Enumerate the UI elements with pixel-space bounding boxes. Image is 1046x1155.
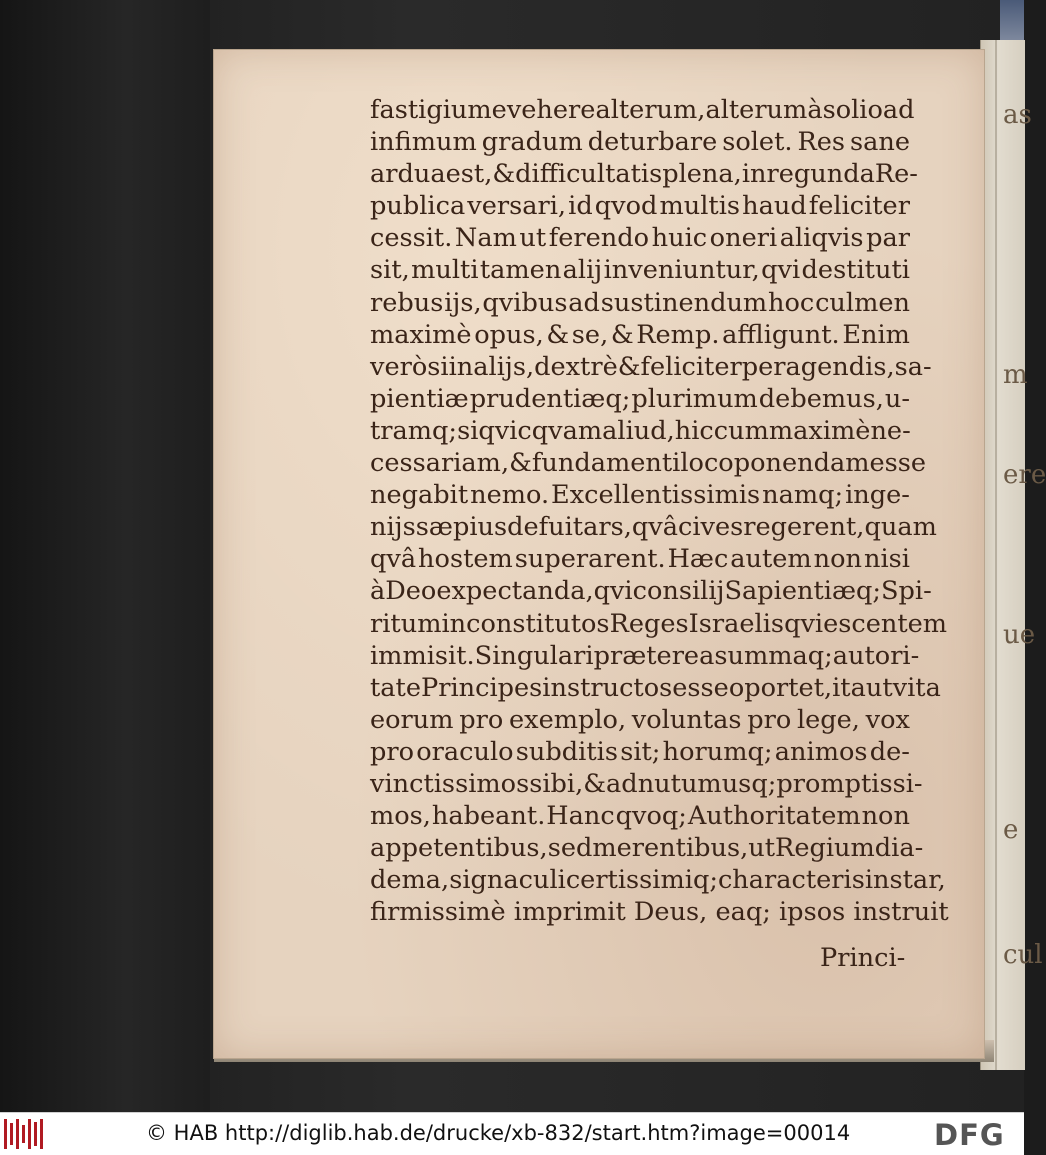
footer-bar (0, 1112, 1024, 1155)
next-page-fragment: cul (1003, 940, 1043, 970)
copyright-url[interactable]: © HAB http://diglib.hab.de/drucke/xb-832/start.htm?image=00014 (146, 1121, 851, 1145)
text-line: vinctissimos sibi, & ad nutum usq; promptissi- (370, 768, 923, 799)
text-line: maximè opus, & se, & Remp. affligunt. Enim (370, 319, 910, 350)
text-line: negabit nemo. Excellentissimis namq; inge- (370, 480, 910, 511)
text-line: appetentibus, sed merentibus, ut Regium dia- (370, 833, 924, 864)
text-line: infimum gradum deturbare solet. Res sane (370, 127, 910, 158)
hab-logo-icon (4, 1119, 48, 1149)
next-page-fragment: ere (1003, 460, 1046, 490)
text-line: ritum in constitutos Reges Israelis qviescentem (370, 608, 948, 639)
book-page (214, 50, 984, 1058)
text-line: qvâ hostem superarent. Hæc autem non nisi (370, 544, 910, 575)
text-line: eorum pro exemplo, voluntas pro lege, vox (370, 704, 910, 735)
text-line: à Deo expectanda, qvi consilij Sapientiæq; Spi- (370, 576, 932, 607)
next-page-fragment: ue (1003, 620, 1036, 650)
text-line: cessit. Nam ut ferendo huic oneri aliqvis par (370, 223, 910, 254)
next-page-fragment: m (1003, 360, 1028, 390)
next-page-fragment: as (1003, 100, 1032, 130)
text-line: nijs sæpius defuit ars, qvâ cives regerent, quam (370, 512, 937, 543)
text-line: cessariam, & fundamenti loco ponendam esse (370, 448, 927, 479)
next-page-fragment: e (1003, 815, 1019, 845)
dark-background (0, 0, 210, 1112)
text-line: firmissimè imprimit Deus, eaq; ipsos instruit (370, 897, 949, 928)
text-line: tramq; si qvicqvam aliud, hic cum maximè ne- (370, 415, 911, 446)
text-line: pro oraculo subditis sit; horumq; animos de- (370, 736, 910, 767)
catchword: Princi- (820, 943, 906, 973)
text-line: immisit. Singulari præterea summaq; autori- (370, 640, 920, 671)
text-line: mos, habeant. Hanc qvoq; Authoritatem non (370, 801, 910, 832)
text-line: fastigium evehere alterum, alterum à solio ad (370, 95, 915, 125)
dfg-logo: DFG (934, 1118, 1005, 1152)
text-line: publica versari, id qvod multis haud feliciter (370, 191, 910, 222)
next-page-edge (980, 40, 1046, 1070)
text-line: verò si in alijs, dextrè & feliciter peragendis, sa- (370, 351, 932, 382)
page-fold-line (995, 40, 997, 1070)
text-line: pientiæ prudentiæq; plurimum debemus, u- (370, 383, 910, 414)
text-line: tate Principes instructos esse oportet, ita ut vita (370, 672, 941, 703)
page-text (370, 94, 949, 928)
text-line: rebus ijs, qvibus ad sustinendum hoc culmen (370, 287, 910, 318)
text-line: dema, signaculi certissimiq; characteris instar, (370, 865, 946, 896)
text-line: sit, multi tamen alij inveniuntur, qvi destituti (370, 255, 910, 286)
text-line: ardua est, & difficultatis plena, in regunda Re- (370, 159, 918, 190)
